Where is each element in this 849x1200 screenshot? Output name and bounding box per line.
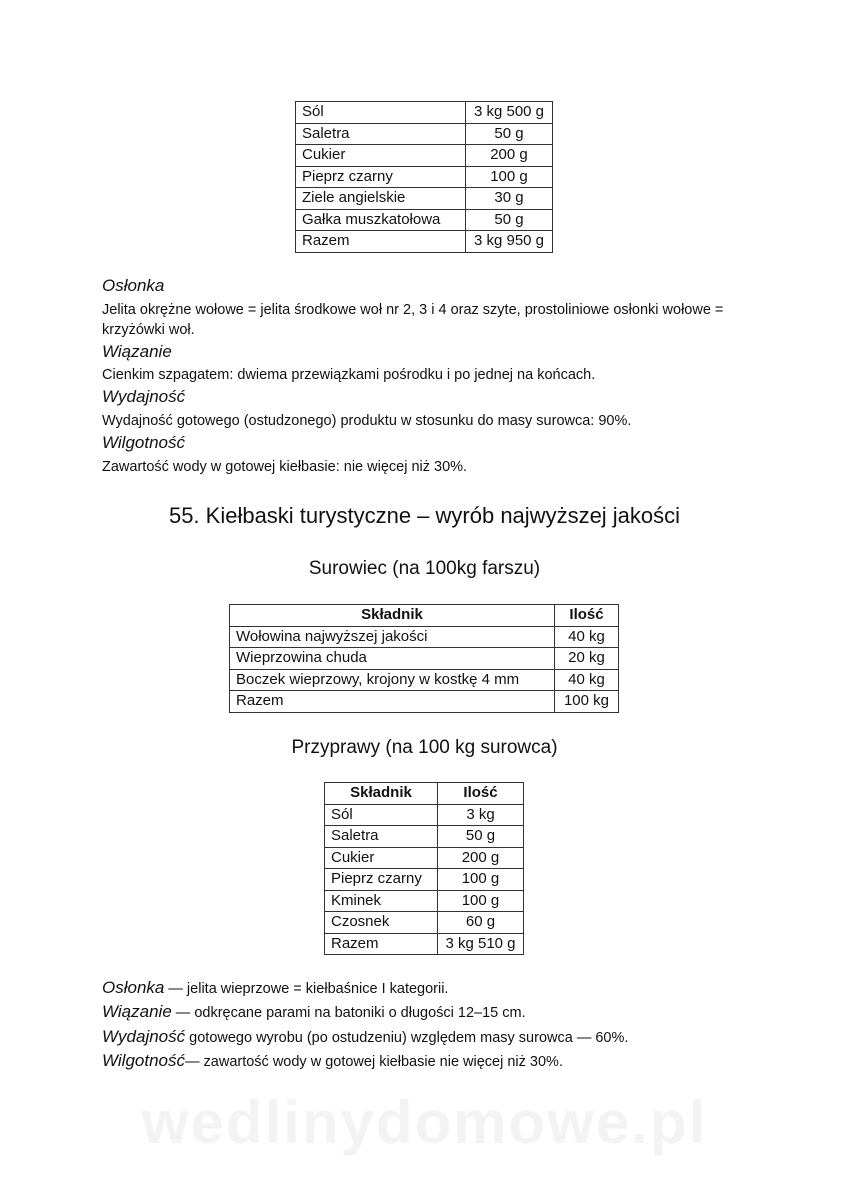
wilgotnosc-line-text: — zawartość wody w gotowej kiełbasie nie więcej niż 30%. [185,1054,563,1070]
wydajnosc-text: Wydajność gotowego (ostudzonego) produktu w stosunku do masy surowca: 90%. [102,413,632,429]
przyprawy-row [325,804,524,826]
amount-cell: 3 kg 500 g [466,102,553,124]
spices-top-row [296,209,553,231]
amount-cell: 3 kg 510 g [438,933,524,955]
ingredient-cell: Sól [296,102,466,124]
spices-top-row [296,231,553,253]
surowiec-row [230,669,619,691]
amount-cell: 50 g [466,123,553,145]
surowiec-table [229,604,619,713]
ingredient-cell: Sól [325,804,438,826]
przyprawy-row [325,826,524,848]
surowiec-row [230,626,619,648]
wilgotnosc-heading: Wilgotność [102,433,185,452]
amount-cell: 3 kg 950 g [466,231,553,253]
amount-cell: 50 g [466,209,553,231]
przyprawy-row [325,890,524,912]
recipe-title: 55. Kiełbaski turystyczne – wyrób najwyższej jakości [168,503,681,528]
wiazanie-text: Cienkim szpagatem: dwiema przewiązkami pośrodku i po jednej na końcach. [102,367,596,383]
oslonka-heading: Osłonka [102,276,165,295]
wydajnosc-label: Wydajność [102,1027,186,1046]
amount-cell: 40 kg [555,669,619,691]
wiazanie-heading: Wiązanie [102,342,172,361]
amount-cell: 100 g [438,869,524,891]
przyprawy-table [324,782,524,955]
ingredient-cell: Boczek wieprzowy, krojony w kostkę 4 mm [230,669,555,691]
wilgotnosc-label: Wilgotność [102,1051,185,1070]
surowiec-row [230,691,619,713]
ingredient-cell: Saletra [325,826,438,848]
amount-cell: 60 g [438,912,524,934]
header-ilosc: Ilość [555,605,619,627]
spices-top-row [296,123,553,145]
oslonka-line [102,978,448,999]
ingredient-cell: Kminek [325,890,438,912]
wilgotnosc-text: Zawartość wody w gotowej kiełbasie: nie więcej niż 30%. [102,459,468,475]
amount-cell: 200 g [466,145,553,167]
amount-cell: 100 kg [555,691,619,713]
ingredient-cell: Cukier [325,847,438,869]
amount-cell: 50 g [438,826,524,848]
table-header-row [325,783,524,805]
amount-cell: 30 g [466,188,553,210]
przyprawy-row [325,933,524,955]
przyprawy-row [325,869,524,891]
amount-cell: 40 kg [555,626,619,648]
amount-cell: 3 kg [438,804,524,826]
table-header-row [230,605,619,627]
przyprawy-title: Przyprawy (na 100 kg surowca) [291,737,558,758]
oslonka-text: Jelita okrężne wołowe = jelita środkowe woł nr 2, 3 i 4 oraz szyte, prostoliniowe osłonki wołowe = krzyżówki woł. [102,302,724,338]
surowiec-row [230,648,619,670]
amount-cell: 100 g [466,166,553,188]
wydajnosc-line [102,1027,628,1048]
wydajnosc-heading: Wydajność [102,387,186,406]
wydajnosc-line-text: gotowego wyrobu (po ostudzeniu) względem masy surowca — 60%. [185,1030,629,1046]
header-skladnik: Składnik [230,605,555,627]
spices-top-row [296,102,553,124]
ingredient-cell: Pieprz czarny [325,869,438,891]
wilgotnosc-line [102,1051,563,1072]
wiazanie-label: Wiązanie [102,1002,172,1021]
header-ilosc: Ilość [438,783,524,805]
ingredient-cell: Wieprzowina chuda [230,648,555,670]
ingredient-cell: Razem [325,933,438,955]
przyprawy-row [325,912,524,934]
ingredient-cell: Pieprz czarny [296,166,466,188]
ingredient-cell: Czosnek [325,912,438,934]
amount-cell: 100 g [438,890,524,912]
amount-cell: 200 g [438,847,524,869]
oslonka-label: Osłonka [102,978,165,997]
oslonka-line-text: — jelita wieprzowe = kiełbaśnice I kategorii. [164,981,449,997]
ingredient-cell: Razem [230,691,555,713]
header-skladnik: Składnik [325,783,438,805]
spices-top-row [296,188,553,210]
przyprawy-row [325,847,524,869]
amount-cell: 20 kg [555,648,619,670]
ingredient-cell: Wołowina najwyższej jakości [230,626,555,648]
watermark: wedlinydomowe.pl [141,1089,708,1156]
ingredient-cell: Ziele angielskie [296,188,466,210]
wiazanie-line [102,1002,526,1023]
spices-top-row [296,166,553,188]
spices-top-row [296,145,553,167]
wiazanie-line-text: — odkręcane parami na batoniki o długości 12–15 cm. [171,1005,526,1021]
ingredient-cell: Gałka muszkatołowa [296,209,466,231]
ingredient-cell: Cukier [296,145,466,167]
surowiec-title: Surowiec (na 100kg farszu) [308,558,541,579]
spices-table-top [295,101,553,253]
ingredient-cell: Saletra [296,123,466,145]
ingredient-cell: Razem [296,231,466,253]
